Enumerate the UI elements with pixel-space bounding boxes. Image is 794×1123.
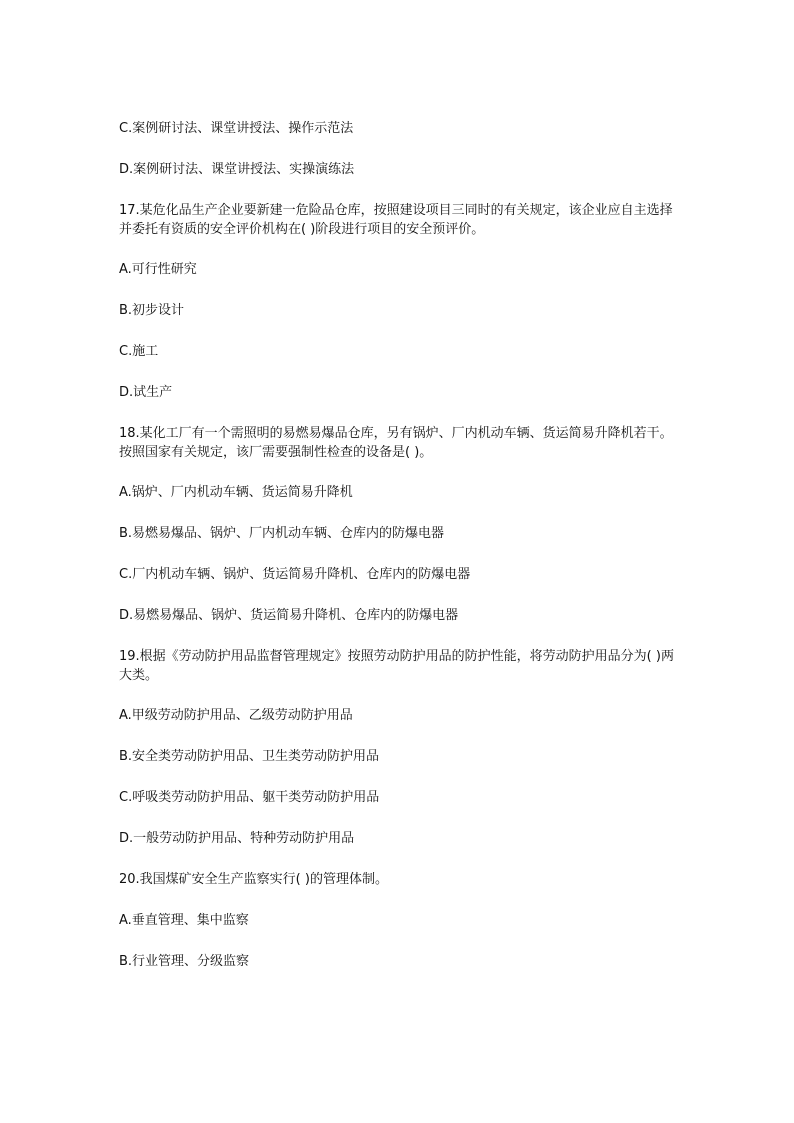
question-18: 18.某化工厂有一个需照明的易燃易爆品仓库，另有锅炉、厂内机动车辆、货运简易升降机若干。按照国家有关规定，该厂需要强制性检查的设备是( )。 — [119, 426, 673, 460]
option-a-q20: A.垂直管理、集中监察 — [119, 913, 249, 928]
option-c-q16: C.案例研讨法、课堂讲授法、操作示范法 — [119, 121, 354, 136]
option-a-q19: A.甲级劳动防护用品、乙级劳动防护用品 — [119, 708, 353, 723]
option-b-q19: B.安全类劳动防护用品、卫生类劳动防护用品 — [119, 749, 380, 764]
option-c-q17: C.施工 — [119, 344, 159, 359]
option-d-q17: D.试生产 — [119, 385, 173, 400]
option-d-q16: D.案例研讨法、课堂讲授法、实操演练法 — [119, 162, 355, 177]
option-c-q18: C.厂内机动车辆、锅炉、货运简易升降机、仓库内的防爆电器 — [119, 567, 471, 582]
option-c-q19: C.呼吸类劳动防护用品、躯干类劳动防护用品 — [119, 790, 380, 805]
option-d-q19: D.一般劳动防护用品、特种劳动防护用品 — [119, 831, 355, 846]
question-17: 17.某危化品生产企业要新建一危险品仓库，按照建设项目三同时的有关规定，该企业应自主选择并委托有资质的安全评价机构在( )阶段进行项目的安全预评价。 — [119, 203, 673, 237]
option-d-q18: D.易燃易爆品、锅炉、货运简易升降机、仓库内的防爆电器 — [119, 608, 459, 623]
option-b-q20: B.行业管理、分级监察 — [119, 954, 250, 969]
option-b-q18: B.易燃易爆品、锅炉、厂内机动车辆、仓库内的防爆电器 — [119, 526, 445, 541]
option-b-q17: B.初步设计 — [119, 303, 185, 318]
question-20: 20.我国煤矿安全生产监察实行( )的管理体制。 — [119, 872, 388, 887]
option-a-q17: A.可行性研究 — [119, 262, 197, 277]
option-a-q18: A.锅炉、厂内机动车辆、货运简易升降机 — [119, 485, 353, 500]
question-19: 19.根据《劳动防护用品监督管理规定》按照劳动防护用品的防护性能，将劳动防护用品分为( )两大类。 — [119, 649, 674, 683]
document-body — [119, 119, 679, 993]
